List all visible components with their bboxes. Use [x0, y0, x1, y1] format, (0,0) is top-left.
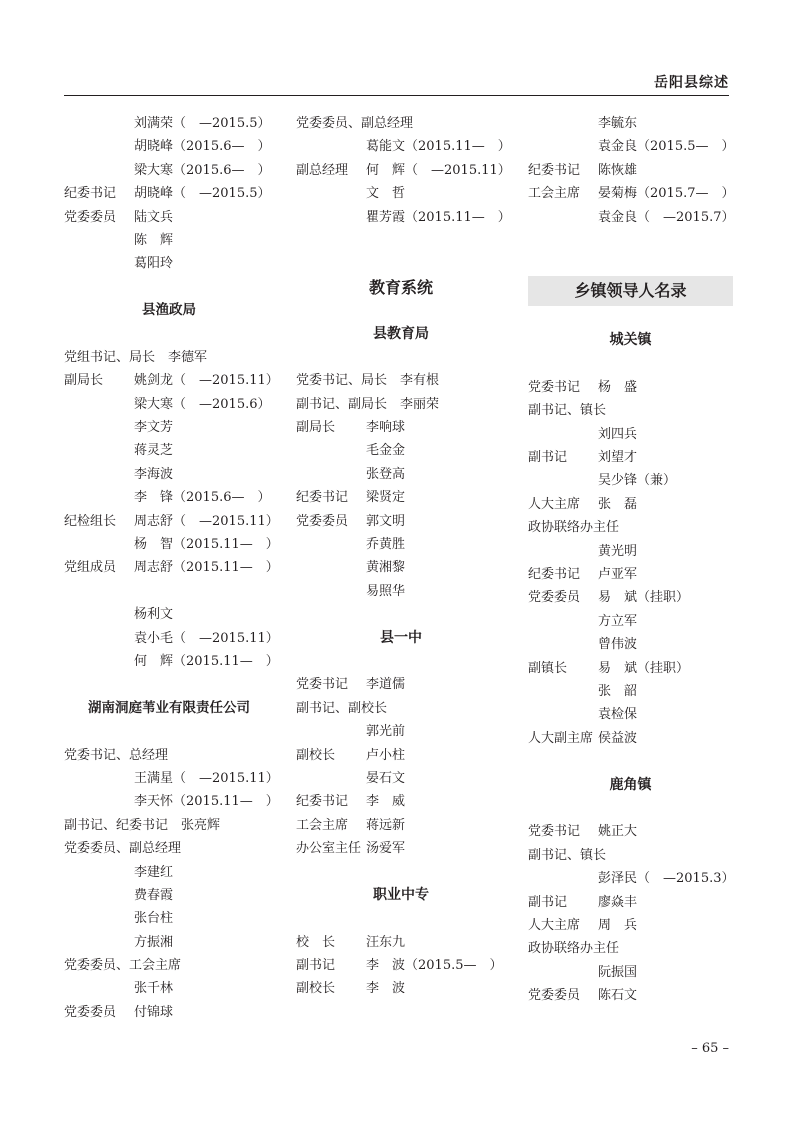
entry-name: 杨 盛: [598, 379, 638, 395]
entry-name: 李毓东: [598, 116, 638, 131]
entry-name: 李道儒: [366, 677, 406, 693]
entry-name: 侯益波: [598, 730, 638, 746]
column-left: [64, 112, 279, 1024]
directory-entry: 政协联络办主任: [528, 941, 620, 957]
entry-name: 阮振国: [598, 964, 638, 980]
entry-role: 校 长: [296, 934, 336, 950]
spacer: [528, 353, 733, 376]
directory-entry: [296, 580, 506, 603]
directory-entry: [528, 703, 733, 726]
entry-name: 黄光明: [598, 543, 638, 559]
entry-name: 袁检保: [598, 707, 638, 723]
directory-entry: 党委书记、局长 李有根: [296, 373, 440, 389]
entry-name: 乔黄胜: [366, 537, 406, 553]
entry-role: 人大副主席: [528, 730, 594, 746]
entry-role: 副镇长: [528, 660, 568, 676]
entry-name: 梁贤定: [366, 490, 406, 506]
spacer: [64, 580, 274, 603]
spacer: [64, 323, 274, 346]
column-middle: [296, 112, 511, 1001]
entry-name: 文 哲: [366, 186, 406, 202]
entry-name: 姚剑龙（ —2015.11）: [134, 373, 279, 389]
entry-name: 付锦球: [134, 1004, 174, 1020]
directory-entry: [528, 206, 733, 229]
entry-name: 陈恢雄: [598, 162, 638, 178]
entry-name: 张千林: [134, 981, 174, 997]
entry-role: 党委书记: [296, 677, 349, 693]
directory-entry: 党委委员、副总经理: [296, 116, 414, 131]
directory-entry: [528, 657, 733, 680]
directory-entry: [528, 961, 733, 984]
entry-name: 易 斌（挂职）: [598, 660, 690, 676]
entry-name: 晏菊梅（2015.7— ）: [598, 186, 735, 202]
entry-name: 袁金良（2015.5— ）: [598, 139, 735, 155]
directory-entry: [296, 977, 506, 1000]
entry-name: 李响球: [366, 420, 406, 436]
entry-role: 副书记: [528, 894, 568, 910]
entry-name: 李文芳: [134, 420, 174, 436]
entry-name: 李海波: [134, 466, 174, 482]
directory-entry: [296, 744, 506, 767]
directory-entry: [296, 954, 506, 977]
directory-entry: [296, 135, 511, 158]
entry-name: 刘望才: [598, 450, 638, 466]
directory-entry: 副书记、副校长: [296, 700, 388, 716]
directory-entry: [528, 680, 733, 703]
directory-entry: [528, 610, 733, 633]
entry-name: 王满星（ —2015.11）: [134, 770, 279, 786]
entry-role: 纪委书记: [64, 186, 117, 202]
spacer: [64, 720, 274, 743]
entry-role: 副局长: [64, 373, 104, 389]
directory-entry: [64, 556, 279, 579]
entry-name: 张 韶: [598, 683, 638, 699]
entry-name: 汪东九: [366, 934, 406, 950]
entry-name: 廖焱丰: [598, 894, 638, 910]
entry-role: 党委书记: [528, 824, 581, 840]
entry-name: 葛能文（2015.11— ）: [366, 139, 511, 155]
directory-entry: [296, 767, 506, 790]
directory-entry: [64, 533, 279, 556]
entry-role: 党委委员: [296, 513, 349, 529]
entry-role: 工会主席: [296, 817, 349, 833]
running-head: 岳阳县综述: [654, 75, 729, 91]
entry-role: 纪委书记: [528, 567, 581, 583]
directory-entry: [64, 112, 274, 135]
directory-entry: [64, 206, 274, 229]
entry-role: 党组成员: [64, 560, 117, 576]
entry-name: 卢小柱: [366, 747, 406, 763]
directory-entry: 党组书记、局长 李德军: [64, 349, 208, 365]
directory-entry: [528, 469, 733, 492]
directory-entry: [296, 814, 506, 837]
directory-entry: [296, 931, 506, 954]
section-heading: 教育系统: [368, 277, 433, 297]
entry-name: 梁大寒（2015.6— ）: [134, 162, 271, 178]
directory-entry: [528, 540, 733, 563]
directory-entry: [64, 977, 274, 1000]
entry-role: 党委委员: [64, 1004, 117, 1020]
section-heading: 乡镇领导人名录: [528, 276, 733, 306]
entry-role: 副书记: [296, 958, 336, 974]
directory-entry: [296, 837, 506, 860]
directory-entry: [528, 820, 733, 843]
entry-name: 杨 智（2015.11— ）: [134, 537, 279, 553]
directory-entry: [64, 510, 279, 533]
directory-entry: [528, 376, 733, 399]
directory-entry: [296, 416, 506, 439]
entry-role: 副书记: [528, 450, 568, 466]
entry-name: 汤爱军: [366, 841, 406, 857]
entry-name: 李建红: [134, 864, 174, 880]
directory-entry: [64, 463, 274, 486]
section-heading: 县渔政局: [142, 302, 196, 319]
entry-name: 费春霞: [134, 887, 174, 903]
directory-entry: [64, 627, 279, 650]
entry-name: 袁金良（ —2015.7）: [598, 209, 735, 225]
entry-name: 彭泽民（ —2015.3）: [598, 871, 735, 887]
entry-name: 李 威: [366, 794, 406, 810]
directory-entry: [296, 182, 506, 205]
directory-entry: 副书记、镇长: [528, 847, 607, 863]
directory-entry: [64, 252, 274, 275]
entry-name: 方立军: [598, 613, 638, 629]
entry-role: 副局长: [296, 420, 336, 436]
directory-entry: [296, 206, 511, 229]
entry-name: 张登高: [366, 466, 406, 482]
spacer: [296, 346, 506, 369]
spacer: [296, 861, 506, 884]
spacer: [528, 750, 733, 773]
spacer: [296, 229, 506, 252]
entry-role: 办公室主任: [296, 841, 362, 857]
column-right: [528, 112, 733, 1007]
directory-entry: [296, 463, 506, 486]
directory-entry: [296, 556, 506, 579]
directory-entry: [296, 720, 506, 743]
directory-entry: [528, 563, 733, 586]
directory-entry: [528, 135, 733, 158]
entry-name: 毛金金: [366, 443, 406, 459]
section-heading: 县一中: [380, 629, 422, 646]
spacer: [296, 907, 506, 930]
entry-name: 胡晓峰（2015.6— ）: [134, 139, 271, 155]
directory-entry: [64, 369, 279, 392]
entry-role: 党委委员: [64, 209, 117, 225]
entry-role: 党委书记: [528, 379, 581, 395]
spacer: [528, 252, 733, 275]
entry-role: 人大主席: [528, 917, 581, 933]
spacer: [64, 673, 274, 696]
directory-entry: [528, 891, 733, 914]
directory-entry: [528, 727, 733, 750]
entry-name: 袁小毛（ —2015.11）: [134, 630, 279, 646]
entry-name: 李 波: [366, 981, 406, 997]
header-rule: [64, 95, 729, 96]
entry-role: 工会主席: [528, 186, 581, 202]
entry-role: 纪委书记: [296, 794, 349, 810]
entry-name: 何 辉（ —2015.11）: [366, 162, 511, 178]
directory-entry: 副书记、纪委书记 张亮辉: [64, 817, 221, 833]
directory-entry: [64, 907, 274, 930]
entry-name: 梁大寒（ —2015.6）: [134, 396, 271, 412]
directory-entry: [296, 439, 506, 462]
entry-name: 陈 辉: [134, 232, 174, 248]
directory-entry: [64, 182, 274, 205]
directory-entry: [528, 182, 733, 205]
directory-entry: 党委委员、工会主席: [64, 958, 182, 974]
directory-entry: [296, 510, 506, 533]
directory-entry: 党委委员、副总经理: [64, 841, 182, 857]
entry-name: 蒋灵芝: [134, 443, 174, 459]
spacer: [64, 276, 274, 299]
entry-name: 陈石文: [598, 988, 638, 1004]
entry-name: 曾伟波: [598, 637, 638, 653]
entry-name: 刘四兵: [598, 426, 638, 442]
directory-entry: [528, 446, 733, 469]
entry-role: 副校长: [296, 747, 336, 763]
entry-name: 方振湘: [134, 934, 174, 950]
entry-name: 瞿芳霞（2015.11— ）: [366, 209, 511, 225]
entry-name: 周志舒（2015.11— ）: [134, 560, 279, 576]
spacer: [528, 229, 733, 252]
entry-name: 周志舒（ —2015.11）: [134, 513, 279, 529]
entry-role: 人大主席: [528, 496, 581, 512]
directory-entry: 政协联络办主任: [528, 520, 620, 536]
entry-role: 纪检组长: [64, 513, 117, 529]
directory-entry: [528, 633, 733, 656]
directory-entry: [528, 914, 733, 937]
entry-name: 张台柱: [134, 911, 174, 927]
directory-entry: [528, 984, 733, 1007]
directory-entry: [64, 1001, 274, 1024]
directory-entry: [64, 790, 279, 813]
directory-entry: 副书记、副局长 李丽荣: [296, 396, 440, 412]
directory-entry: [64, 439, 274, 462]
entry-role: 副校长: [296, 981, 336, 997]
directory-entry: [64, 159, 274, 182]
entry-name: 李天怀（2015.11— ）: [134, 794, 279, 810]
directory-entry: [64, 650, 279, 673]
directory-entry: [296, 673, 506, 696]
directory-entry: [528, 493, 733, 516]
entry-name: 葛阳玲: [134, 256, 174, 272]
entry-name: 胡晓峰（ —2015.5）: [134, 186, 271, 202]
entry-name: 黄湘黎: [366, 560, 406, 576]
directory-entry: 党委书记、总经理: [64, 747, 169, 763]
directory-entry: [296, 159, 511, 182]
entry-role: 党委委员: [528, 988, 581, 1004]
spacer: [296, 299, 506, 322]
directory-entry: [528, 159, 733, 182]
entry-name: 杨利文: [134, 607, 174, 623]
directory-entry: [64, 884, 274, 907]
entry-name: 晏石文: [366, 770, 406, 786]
directory-entry: [528, 586, 733, 609]
entry-role: 纪委书记: [528, 162, 581, 178]
entry-name: 郭文明: [366, 513, 406, 529]
entry-name: 郭光前: [366, 724, 406, 740]
directory-entry: [296, 790, 506, 813]
section-heading: 职业中专: [373, 886, 429, 903]
entry-name: 周 兵: [598, 917, 638, 933]
entry-role: 纪委书记: [296, 490, 349, 506]
section-heading: 城关镇: [609, 332, 652, 349]
directory-entry: 副书记、镇长: [528, 403, 607, 419]
entry-name: 蒋远新: [366, 817, 406, 833]
spacer: [528, 797, 733, 820]
entry-name: 李 波（2015.5— ）: [366, 958, 503, 974]
entry-name: 易 斌（挂职）: [598, 590, 690, 606]
spacer: [296, 252, 506, 275]
entry-role: 副总经理: [296, 162, 349, 178]
entry-name: 吴少锋（兼）: [598, 473, 677, 489]
section-heading: 鹿角镇: [609, 776, 652, 793]
entry-name: 何 辉（2015.11— ）: [134, 653, 279, 669]
directory-entry: [296, 533, 506, 556]
directory-entry: [64, 603, 274, 626]
directory-entry: [528, 867, 733, 890]
entry-name: 卢亚军: [598, 567, 638, 583]
section-heading: 湖南洞庭苇业有限责任公司: [88, 699, 250, 716]
directory-entry: [64, 486, 274, 509]
spacer: [528, 306, 733, 329]
directory-entry: [64, 416, 274, 439]
spacer: [296, 603, 506, 626]
directory-entry: [296, 486, 506, 509]
directory-entry: [64, 767, 279, 790]
directory-entry: [64, 861, 274, 884]
spacer: [296, 650, 506, 673]
entry-name: 姚正大: [598, 824, 638, 840]
entry-name: 李 锋（2015.6— ）: [134, 490, 271, 506]
directory-entry: [528, 423, 733, 446]
entry-name: 刘满荣（ —2015.5）: [134, 116, 271, 131]
directory-entry: [64, 135, 274, 158]
directory-entry: [64, 229, 274, 252]
directory-entry: [64, 931, 274, 954]
directory-entry: [64, 393, 274, 416]
directory-entry: [528, 112, 733, 135]
entry-name: 易照华: [366, 583, 406, 599]
section-heading: 县教育局: [373, 325, 429, 342]
entry-name: 陆文兵: [134, 209, 174, 225]
entry-name: 张 磊: [598, 496, 638, 512]
page-number: – 65 –: [691, 1041, 729, 1056]
entry-role: 党委委员: [528, 590, 581, 606]
